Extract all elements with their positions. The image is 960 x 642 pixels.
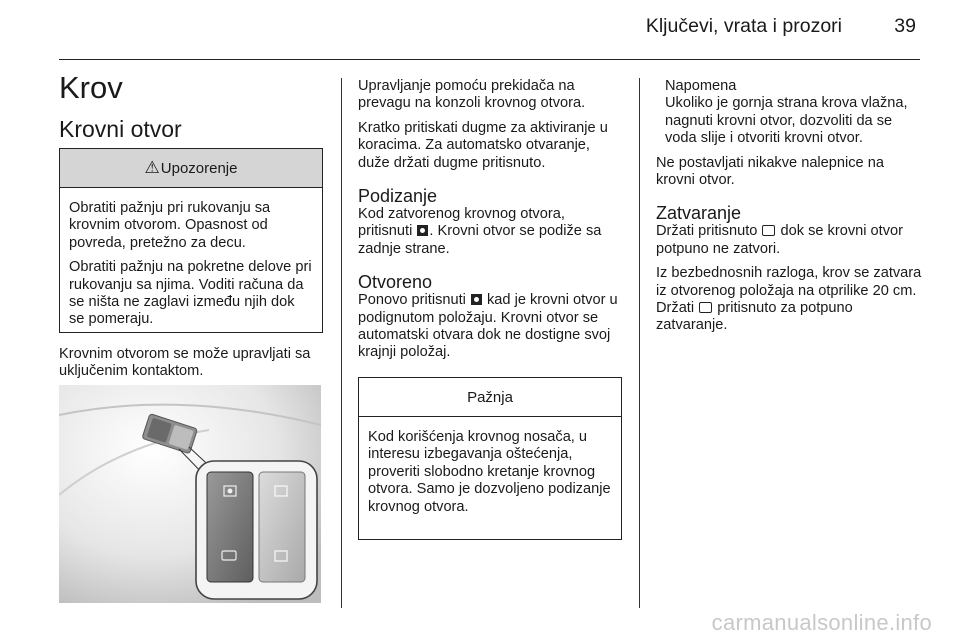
warning-title: Upozorenje: [160, 159, 238, 177]
section-heading: Krov: [59, 70, 123, 105]
column-divider-right: [639, 78, 640, 608]
sunroof-tilt-icon: [417, 225, 428, 236]
ignition-note: Krovnim otvorom se može upravljati sa uključenim kontaktom.: [59, 346, 311, 380]
close-paragraph: Držati pritisnuto dok se krovni otvor potpuno ne zatvori.: [656, 223, 903, 257]
warning-paragraph: Obratiti pažnju pri rukovanju sa krovnim otvorom. Opasnost od povreda, pretežno za decu.: [69, 200, 271, 251]
right-column: [656, 78, 924, 342]
safety-paragraph: Iz bezbednosnih razloga, krov se zatvara iz otvorenog položaja na otprilike 20 cm. Držati pritisnuto za potpuno zatvaranje.: [656, 265, 922, 334]
warning-body: [60, 188, 322, 329]
sunroof-tilt-icon: [471, 294, 482, 305]
sunblind-switch: [259, 472, 305, 582]
note-title: Napomena: [665, 78, 737, 94]
sunroof-close-icon: [762, 225, 775, 236]
caution-box-header: Pažnja: [359, 378, 621, 417]
running-header-title: Ključevi, vrata i prozori: [645, 15, 842, 37]
caution-body: [359, 417, 621, 516]
lift-heading: Podizanje: [358, 186, 438, 207]
caution-box: [358, 377, 622, 540]
subsection-heading: Krovni otvor: [59, 116, 182, 142]
intro-paragraph: Kratko pritiskati dugme za aktiviranje u koracima. Za automatsko otvaranje, duže držati dugme pritisnuto.: [358, 119, 608, 171]
caution-text: Kod korišćenja krovnog nosača, u interesu izbegavanja oštećenja, proveriti slobodno kretanje krovnog otvora. Samo je dozvoljeno podizanje krovnog otvora.: [368, 429, 611, 515]
close-heading: Zatvaranje: [656, 203, 742, 224]
middle-column: [358, 78, 624, 369]
sunroof-tilt-switch: [207, 472, 253, 582]
warning-triangle-icon: ⚠: [144, 158, 160, 177]
warning-box: [59, 148, 323, 333]
open-heading: Otvoreno: [358, 272, 433, 293]
warning-paragraph: Obratiti pažnju na pokretne delove pri rukovanju sa njima. Voditi računa da se ništa ne zaglavi između njih dok se pomeraju.: [69, 259, 312, 328]
sunroof-switch-illustration: [59, 385, 321, 603]
column-divider-left: [341, 78, 342, 608]
watermark: carmanualsonline.info: [711, 610, 932, 635]
sunroof-close-icon: [699, 302, 712, 313]
note-text: Ukoliko je gornja strana krova vlažna, nagnuti krovni otvor, dozvoliti da se voda slije i otvoriti krovni otvor.: [665, 95, 908, 147]
lift-paragraph: Kod zatvorenog krovnog otvora, pritisnuti . Krovni otvor se podiže sa zadnje strane.: [358, 206, 602, 257]
warning-box-header: [60, 149, 322, 188]
stickers-paragraph: Ne postavljati nikakve nalepnice na krovni otvor.: [656, 154, 884, 189]
note-block: [656, 78, 924, 148]
header-rule: [59, 59, 920, 60]
intro-paragraph: Upravljanje pomoću prekidača na prevagu na konzoli krovnog otvora.: [358, 78, 586, 112]
left-text-block: [59, 346, 323, 388]
open-paragraph: Ponovo pritisnuti kad je krovni otvor u podignutom položaju. Krovni otvor se automatski otvara dok ne dostigne svoj krajnji položaj.: [358, 292, 618, 361]
page-number: 39: [894, 15, 916, 37]
